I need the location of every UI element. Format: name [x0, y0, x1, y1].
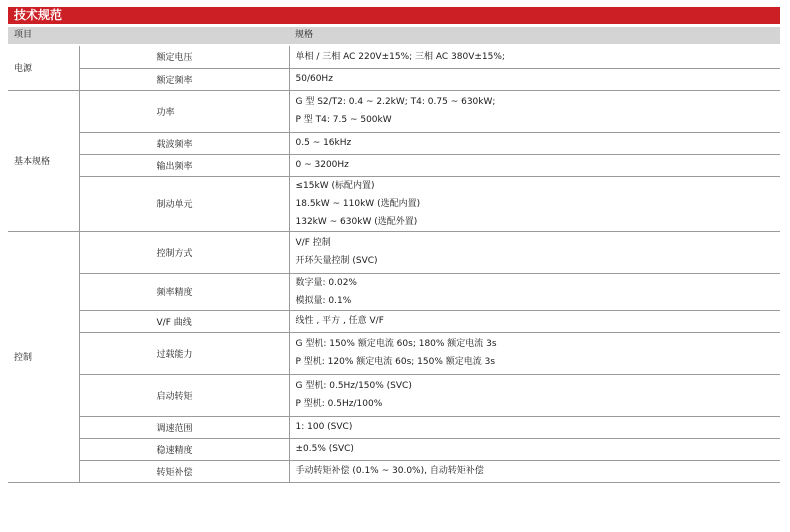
item-cell: 控制方式: [79, 231, 289, 273]
header-item: 项目: [14, 30, 33, 40]
table-row: [8, 332, 780, 374]
spec-line: P 型 T4: 7.5 ~ 500kW: [295, 115, 392, 125]
spec-line: G 型机: 0.5Hz/150% (SVC): [295, 381, 412, 391]
item-cell: 调速范围: [79, 416, 289, 438]
category-cell: 电源: [8, 46, 79, 90]
table-row: [8, 90, 780, 132]
item-cell: 启动转矩: [79, 374, 289, 416]
table-row: [8, 273, 780, 310]
table-row: [8, 176, 780, 231]
table-row: [8, 68, 780, 90]
section-title: 技术规范: [8, 7, 780, 24]
spec-line: 开环矢量控制 (SVC): [295, 256, 378, 266]
spec-line: 单相 / 三相 AC 220V±15%; 三相 AC 380V±15%;: [295, 51, 505, 62]
item-cell: 载波频率: [79, 132, 289, 154]
spec-cell: [289, 273, 780, 310]
spec-line: 1: 100 (SVC): [295, 422, 353, 432]
spec-line: 线性 , 平方 , 任意 V/F: [295, 316, 384, 326]
spec-cell: [289, 438, 780, 460]
spec-cell: [289, 460, 780, 482]
table-row: [8, 438, 780, 460]
table-row: [8, 374, 780, 416]
spec-line: 132kW ~ 630kW (选配外置): [295, 216, 418, 227]
item-cell: 转矩补偿: [79, 460, 289, 482]
spec-line: 0 ~ 3200Hz: [295, 160, 349, 170]
table-row: [8, 132, 780, 154]
spec-line: G 型 S2/T2: 0.4 ~ 2.2kW; T4: 0.75 ~ 630kW;: [295, 97, 496, 107]
item-cell: 频率精度: [79, 273, 289, 310]
spec-line: ±0.5% (SVC): [295, 444, 354, 454]
table-row: [8, 46, 780, 68]
spec-cell: [289, 416, 780, 438]
spec-cell: [289, 310, 780, 332]
spec-line: 数字量: 0.02%: [295, 277, 357, 288]
item-cell: 额定频率: [79, 68, 289, 90]
spec-cell: [289, 46, 780, 68]
item-cell: 功率: [79, 90, 289, 132]
spec-line: P 型机: 0.5Hz/100%: [295, 399, 383, 409]
table-row: [8, 310, 780, 332]
spec-cell: [289, 231, 780, 273]
spec-cell: [289, 132, 780, 154]
spec-line: 18.5kW ~ 110kW (选配内置): [295, 198, 421, 209]
header-spec: 规格: [295, 30, 314, 40]
spec-cell: [289, 90, 780, 132]
spec-cell: [289, 332, 780, 374]
spec-line: 0.5 ~ 16kHz: [295, 138, 352, 148]
table-row: [8, 460, 780, 482]
spec-cell: [289, 374, 780, 416]
item-cell: 制动单元: [79, 176, 289, 231]
spec-cell: [289, 68, 780, 90]
spec-line: 手动转矩补偿 (0.1% ~ 30.0%), 自动转矩补偿: [295, 466, 484, 476]
category-cell: 基本规格: [8, 90, 79, 231]
table-header: [8, 27, 780, 44]
spec-line: P 型机: 120% 额定电流 60s; 150% 额定电流 3s: [295, 357, 496, 367]
spec-line: G 型机: 150% 额定电流 60s; 180% 额定电流 3s: [295, 339, 497, 349]
table-row: [8, 154, 780, 176]
table-row: [8, 416, 780, 438]
table-row: [8, 231, 780, 273]
item-cell: 稳速精度: [79, 438, 289, 460]
spec-line: ≤15kW (标配内置): [295, 180, 375, 191]
item-cell: 输出频率: [79, 154, 289, 176]
spec-line: V/F 控制: [295, 238, 331, 248]
item-cell: 额定电压: [79, 46, 289, 68]
item-cell: 过载能力: [79, 332, 289, 374]
spec-cell: [289, 154, 780, 176]
spec-table: [8, 46, 780, 483]
spec-line: 模拟量: 0.1%: [295, 295, 352, 306]
item-cell: V/F 曲线: [79, 310, 289, 332]
spec-line: 50/60Hz: [295, 74, 333, 84]
category-cell: 控制: [8, 231, 79, 482]
spec-cell: [289, 176, 780, 231]
